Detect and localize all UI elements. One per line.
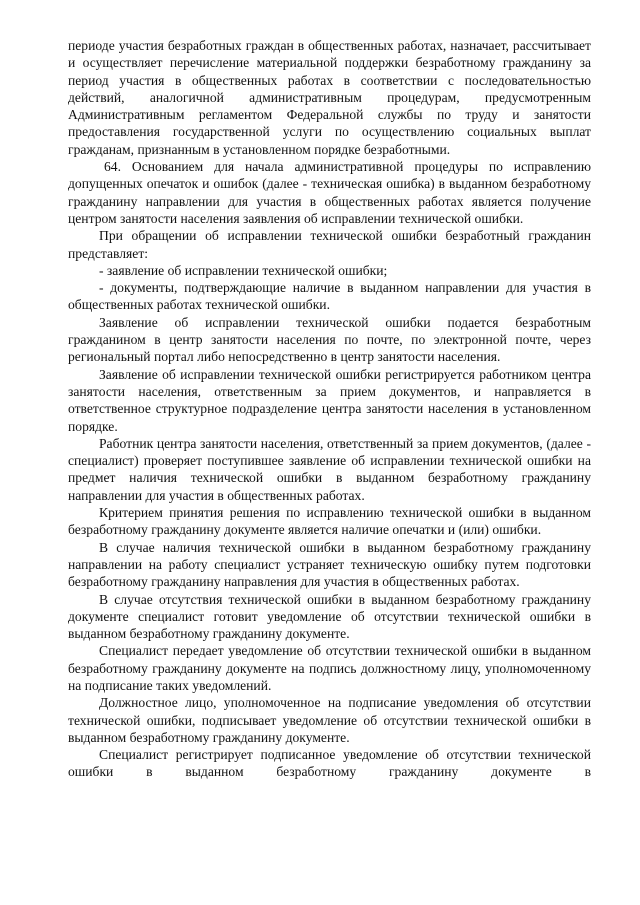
paragraph-application-intro: При обращении об исправлении технической ошибки безработный гражданин представляет: [68,228,591,261]
paragraph-signature-transfer: Специалист передает уведомление об отсутствии технической ошибки в выданном безработному гражданину документе на подпись должностному лицу, уполномоченному на подписание таких уведомлений. [68,643,591,693]
paragraph-criterion: Критерием принятия решения по исправлению технической ошибки в выданном безработному гражданину документе является наличие опечатки и (или) ошибки. [68,505,591,538]
paragraph-submission: Заявление об исправлении технической ошибки подается безработным гражданином в центр занятости населения по почте, по электронной почте, через региональный портал либо непосредственно в центр занятости населения. [68,314,591,365]
paragraph-error-present: В случае наличия технической ошибки в выданном безработному гражданину направлении на работу специалист устраняет техническую ошибку путем подготовки безработному гражданину направления для участия в общественных работах. [68,539,591,590]
list-item-documents: - документы, подтверждающие наличие в выданном направлении для участия в общественных работах технической ошибки. [68,280,591,313]
paragraph-continuation: периоде участия безработных граждан в общественных работах, назначает, рассчитывает и осуществляет перечисление материальной поддержки безработному гражданину за период участия в общественных работах в соответствии с последовательностью действий, аналогичной административным процедурам, предусмотренным Административным регламентом Федеральной службы по труду и занятости предоставления государственной услуги по осуществлению социальных выплат гражданам, признанным в установленном порядке безработными. [68,38,591,157]
paragraph-specialist-check: Работник центра занятости населения, ответственный за прием документов, (далее - специалист) проверяет поступившее заявление об исправлении технической ошибки на предмет наличия технической ошибки в выданном безработному гражданину направлении для участия в общественных работах. [68,435,591,503]
paragraph-error-absent: В случае отсутствия технической ошибки в выданном безработному гражданину документе специалист готовит уведомление об отсутствии технической ошибки в выданном безработному гражданину документе. [68,591,591,642]
list-item-application: - заявление об исправлении технической ошибки; [99,262,388,278]
document-page [68,37,591,781]
paragraph-registration: Заявление об исправлении технической ошибки регистрируется работником центра занятости населения, ответственным за прием документов, и направляется в ответственное структурное подразделение центра занятости населения в установленном порядке. [68,366,591,434]
paragraph-specialist-registers: Специалист регистрирует подписанное уведомление об отсутствии технической ошибки в выданном безработному гражданину документе в [68,747,591,780]
paragraph-official-signs: Должностное лицо, уполномоченное на подписание уведомления об отсутствии технической ошибки, подписывает уведомление об отсутствии технической ошибки в выданном безработному гражданину документе. [68,695,591,745]
paragraph-64: 64. Основанием для начала административной процедуры по исправлению допущенных опечаток и ошибок (далее - техническая ошибка) в выданном безработному гражданину направлении для участия в общественных работах является получение центром занятости населения заявления об исправлении технической ошибки. [68,159,591,226]
